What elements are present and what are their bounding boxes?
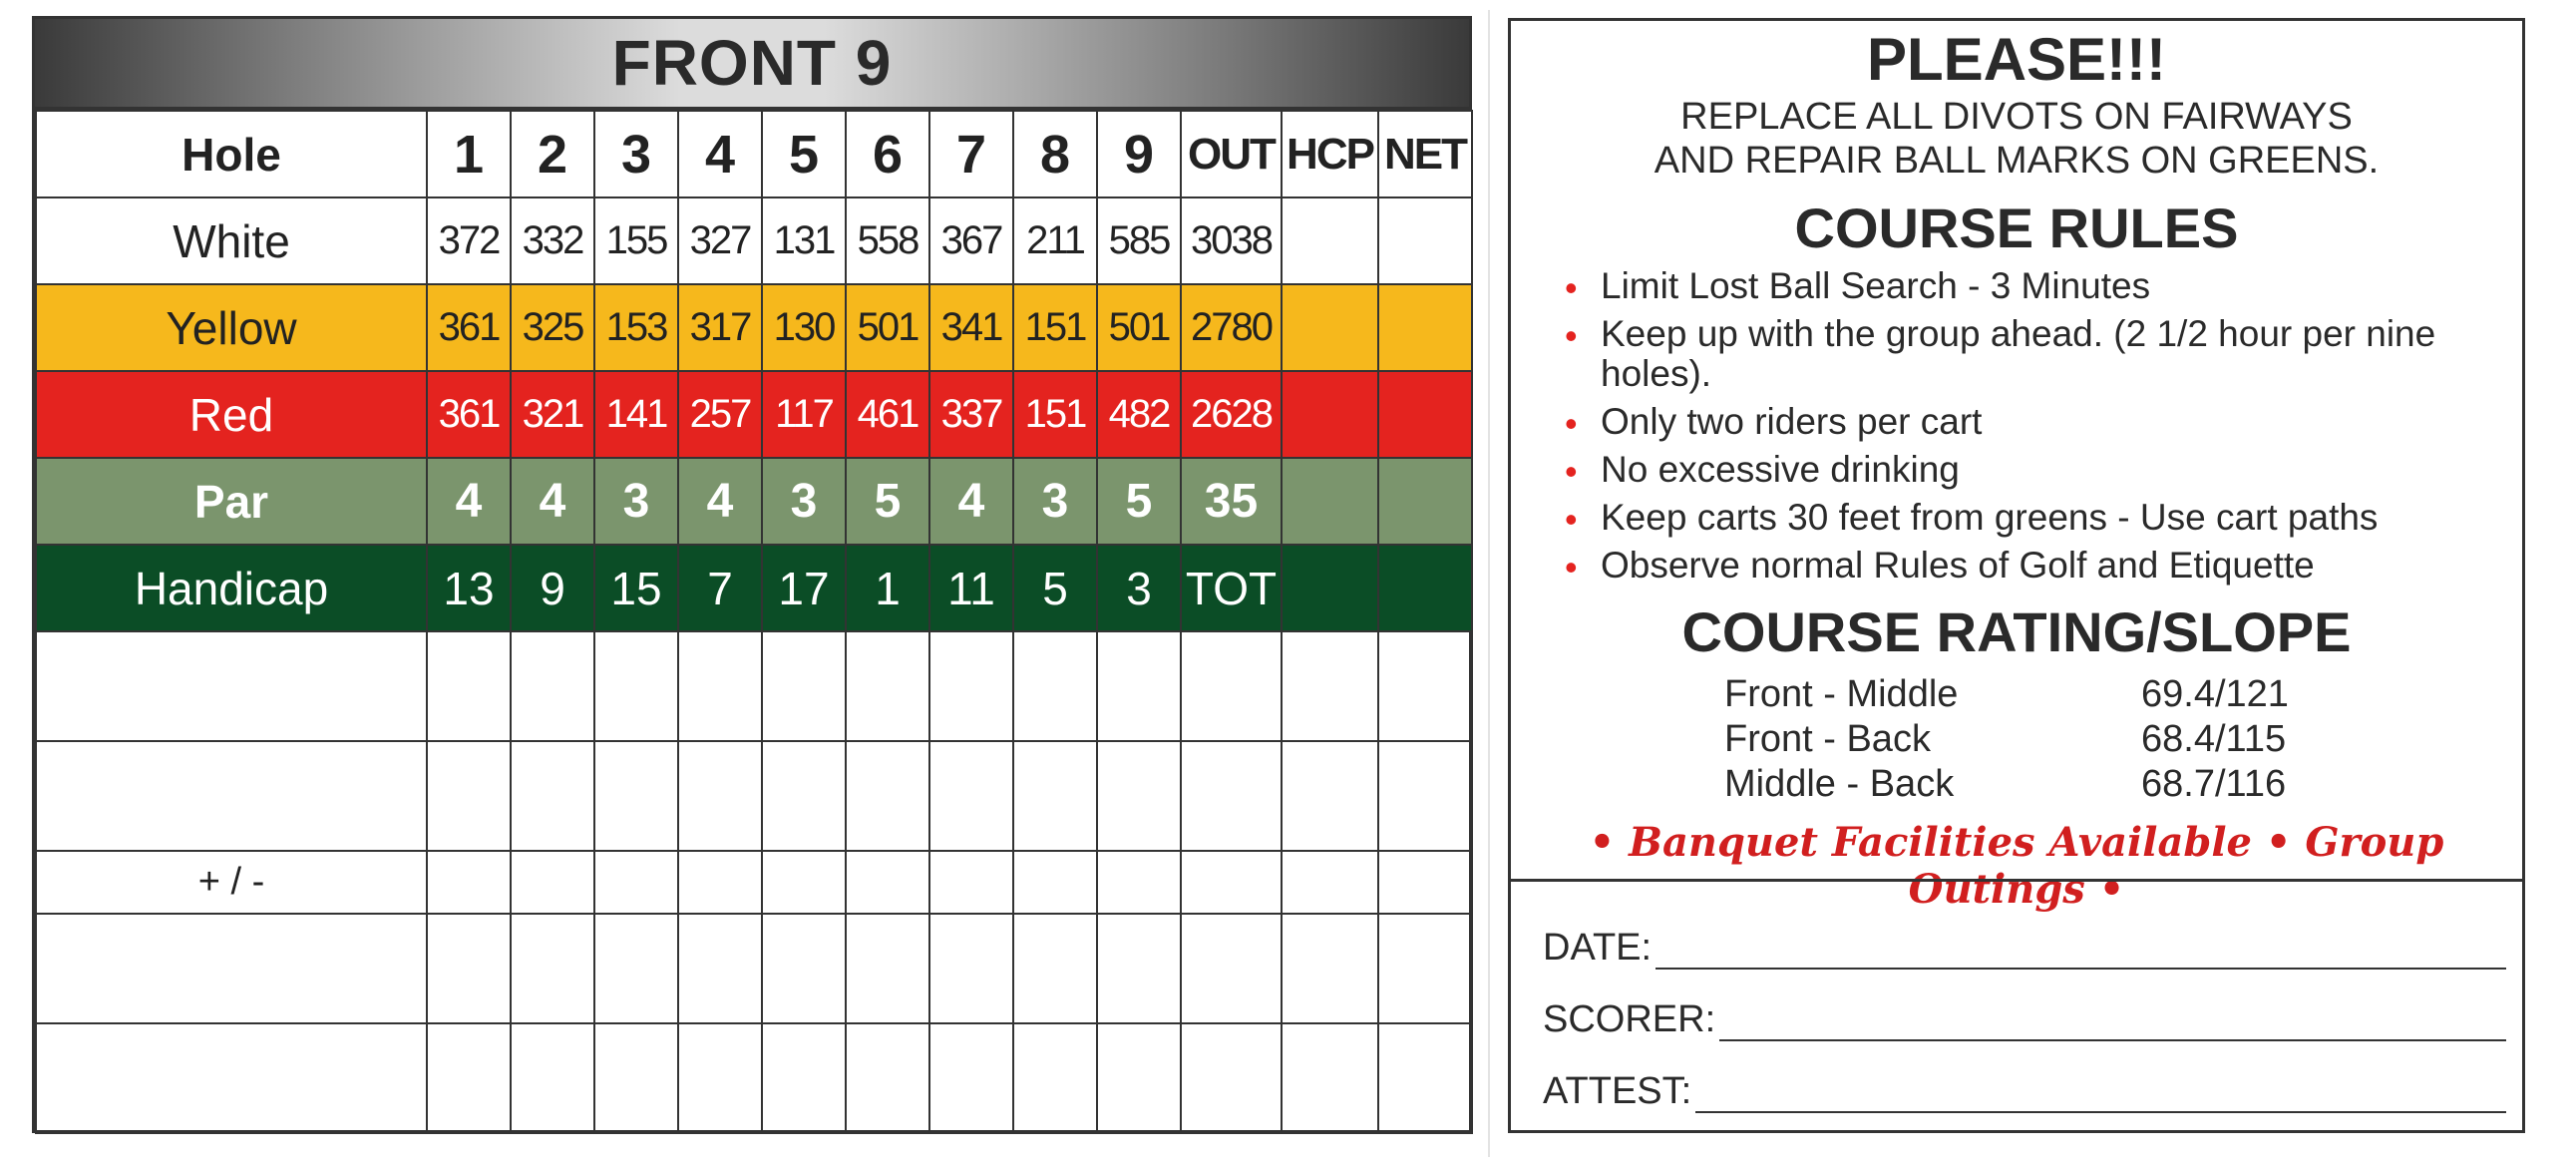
score-cell[interactable]: [594, 914, 678, 1023]
score-cell[interactable]: [511, 631, 594, 741]
par-cell: 5: [1097, 458, 1181, 545]
player-score-row: [36, 631, 1472, 741]
rule-item: [1565, 450, 2522, 490]
bullet-icon: •: [1565, 499, 1578, 540]
yardage-cell: 361: [427, 371, 511, 458]
date-line[interactable]: [1656, 936, 2506, 970]
rating-tees: Middle - Back: [1724, 763, 1955, 805]
handicap-row: [36, 545, 1472, 631]
score-cell[interactable]: [846, 851, 929, 914]
par-total-cell: 35: [1181, 458, 1282, 545]
rating-row: [1511, 762, 2522, 807]
handicap-cell: 1: [846, 545, 929, 631]
rule-item: [1565, 546, 2522, 586]
score-cell[interactable]: [427, 914, 511, 1023]
yardage-cell: 151: [1013, 284, 1097, 371]
score-cell[interactable]: [678, 851, 762, 914]
bullet-icon: •: [1565, 547, 1578, 587]
yardage-cell: 151: [1013, 371, 1097, 458]
score-cell[interactable]: [1378, 631, 1472, 741]
hole-number: 7: [929, 111, 1013, 197]
front-nine-scorecard: [32, 16, 1472, 1133]
hcp-cell: [1282, 197, 1378, 284]
score-cell[interactable]: [678, 1023, 762, 1133]
yardage-cell: 141: [594, 371, 678, 458]
par-cell: 4: [511, 458, 594, 545]
score-cell[interactable]: [594, 631, 678, 741]
score-cell[interactable]: [929, 631, 1013, 741]
score-cell[interactable]: [846, 914, 929, 1023]
yardage-cell: 332: [511, 197, 594, 284]
score-cell[interactable]: [594, 741, 678, 851]
rule-item: [1565, 266, 2522, 306]
net-cell: [1378, 545, 1472, 631]
score-cell[interactable]: [1097, 914, 1181, 1023]
handicap-cell: 17: [762, 545, 846, 631]
score-cell[interactable]: [929, 741, 1013, 851]
course-rating-table: [1511, 672, 2522, 807]
rating-row: [1511, 672, 2522, 717]
score-cell[interactable]: [1181, 1023, 1282, 1133]
divot-notice-line-1: REPLACE ALL DIVOTS ON FAIRWAYS: [1680, 96, 2353, 138]
yardage-cell: 361: [427, 284, 511, 371]
par-cell: 4: [427, 458, 511, 545]
score-cell[interactable]: [846, 1023, 929, 1133]
fold-line: [1488, 10, 1490, 1157]
par-cell: 4: [678, 458, 762, 545]
player-name-cell[interactable]: [36, 1023, 427, 1133]
out-total-cell: 2628: [1181, 371, 1282, 458]
par-cell: 3: [762, 458, 846, 545]
score-cell[interactable]: [929, 1023, 1013, 1133]
plus-minus-label: + / -: [36, 851, 427, 914]
rating-tees: Front - Middle: [1724, 673, 1959, 715]
score-cell[interactable]: [1282, 1023, 1378, 1133]
course-rating-heading: COURSE RATING/SLOPE: [1681, 600, 2352, 663]
player-score-row: [36, 741, 1472, 851]
white-tee-row: [36, 197, 1472, 284]
hole-number: 4: [678, 111, 762, 197]
net-cell: [1378, 458, 1472, 545]
rating-row: [1511, 717, 2522, 762]
attest-line[interactable]: [1695, 1079, 2506, 1113]
score-cell[interactable]: [846, 741, 929, 851]
date-field[interactable]: [1543, 927, 2506, 970]
rule-item: [1565, 498, 2522, 538]
handicap-cell: 15: [594, 545, 678, 631]
hcp-cell: [1282, 284, 1378, 371]
score-cell[interactable]: [1181, 741, 1282, 851]
hole-number: 9: [1097, 111, 1181, 197]
score-cell[interactable]: [427, 1023, 511, 1133]
attest-field[interactable]: [1543, 1070, 2506, 1113]
score-cell[interactable]: [846, 631, 929, 741]
score-cell[interactable]: [594, 851, 678, 914]
hole-number: 5: [762, 111, 846, 197]
score-cell[interactable]: [1378, 741, 1472, 851]
yardage-cell: 501: [846, 284, 929, 371]
hcp-cell: [1282, 371, 1378, 458]
score-cell[interactable]: [511, 914, 594, 1023]
score-cell[interactable]: [427, 741, 511, 851]
yardage-cell: 257: [678, 371, 762, 458]
rule-text: Observe normal Rules of Golf and Etiquette: [1601, 545, 2315, 586]
score-cell[interactable]: [762, 631, 846, 741]
scorer-label: SCORER:: [1543, 998, 1716, 1040]
hcp-header: HCP: [1282, 111, 1378, 197]
hcp-cell: [1282, 545, 1378, 631]
score-cell[interactable]: [1097, 1023, 1181, 1133]
bullet-icon: •: [1565, 403, 1578, 444]
scorer-field[interactable]: [1543, 998, 2506, 1041]
date-label: DATE:: [1543, 927, 1653, 969]
hole-number-row: [36, 111, 1472, 197]
score-cell[interactable]: [1013, 1023, 1097, 1133]
net-cell: [1378, 371, 1472, 458]
score-cell[interactable]: [678, 914, 762, 1023]
score-cell[interactable]: [762, 851, 846, 914]
score-cell[interactable]: [929, 914, 1013, 1023]
score-cell[interactable]: [427, 851, 511, 914]
par-cell: 3: [594, 458, 678, 545]
handicap-cell: 3: [1097, 545, 1181, 631]
yellow-tee-row: [36, 284, 1472, 371]
handicap-cell: 13: [427, 545, 511, 631]
rule-text: Only two riders per cart: [1601, 401, 1983, 442]
score-cell[interactable]: [1378, 851, 1472, 914]
player-name-cell[interactable]: [36, 631, 427, 741]
yardage-cell: 461: [846, 371, 929, 458]
player-score-row: [36, 914, 1472, 1023]
score-cell[interactable]: [762, 914, 846, 1023]
yardage-cell: 211: [1013, 197, 1097, 284]
net-cell: [1378, 284, 1472, 371]
score-cell[interactable]: [1181, 914, 1282, 1023]
row-label: Red: [36, 371, 427, 458]
score-cell[interactable]: [511, 741, 594, 851]
rating-value: 68.4/115: [2141, 718, 2287, 760]
yardage-cell: 117: [762, 371, 846, 458]
score-cell[interactable]: [1181, 631, 1282, 741]
bullet-icon: •: [1565, 315, 1578, 356]
score-cell[interactable]: [678, 631, 762, 741]
yardage-cell: 585: [1097, 197, 1181, 284]
rule-text: Keep up with the group ahead. (2 1/2 hour per nine holes).: [1601, 313, 2436, 394]
out-total-cell: 3038: [1181, 197, 1282, 284]
score-cell[interactable]: [594, 1023, 678, 1133]
yardage-cell: 327: [678, 197, 762, 284]
banquet-promo: • Banquet Facilities Available • Group Outings •: [1589, 819, 2444, 913]
score-cell[interactable]: [1013, 914, 1097, 1023]
hole-number: 1: [427, 111, 511, 197]
score-cell[interactable]: [1097, 631, 1181, 741]
yardage-cell: 341: [929, 284, 1013, 371]
rating-value: 69.4/121: [2141, 673, 2289, 715]
score-cell[interactable]: [762, 1023, 846, 1133]
yardage-cell: 317: [678, 284, 762, 371]
attest-label: ATTEST:: [1543, 1070, 1692, 1112]
hole-label: Hole: [36, 111, 427, 197]
yardage-cell: 482: [1097, 371, 1181, 458]
score-cell[interactable]: [1282, 631, 1378, 741]
row-label: Yellow: [36, 284, 427, 371]
score-cell[interactable]: [511, 1023, 594, 1133]
row-label: Par: [36, 458, 427, 545]
course-rules-list: [1511, 266, 2522, 586]
handicap-cell: 7: [678, 545, 762, 631]
yardage-cell: 321: [511, 371, 594, 458]
hole-number: 6: [846, 111, 929, 197]
rating-tees: Front - Back: [1724, 718, 1931, 760]
yardage-cell: 372: [427, 197, 511, 284]
score-cell[interactable]: [1181, 851, 1282, 914]
rule-text: No excessive drinking: [1601, 449, 1960, 490]
row-label: Handicap: [36, 545, 427, 631]
tot-cell: TOT: [1181, 545, 1282, 631]
rule-item: [1565, 314, 2522, 394]
player-name-cell[interactable]: [36, 914, 427, 1023]
yardage-cell: 131: [762, 197, 846, 284]
score-cell[interactable]: [929, 851, 1013, 914]
scorer-line[interactable]: [1719, 1007, 2506, 1041]
rule-text: Keep carts 30 feet from greens - Use cart paths: [1601, 497, 2379, 538]
scorecard-title: FRONT 9: [611, 27, 893, 99]
score-cell[interactable]: [511, 851, 594, 914]
par-cell: 3: [1013, 458, 1097, 545]
score-cell[interactable]: [1378, 1023, 1472, 1133]
handicap-cell: 5: [1013, 545, 1097, 631]
score-cell[interactable]: [1378, 914, 1472, 1023]
row-label: White: [36, 197, 427, 284]
score-cell[interactable]: [1097, 741, 1181, 851]
score-cell[interactable]: [1282, 741, 1378, 851]
score-cell[interactable]: [678, 741, 762, 851]
handicap-cell: 11: [929, 545, 1013, 631]
divot-notice-line-2: AND REPAIR BALL MARKS ON GREENS.: [1654, 140, 2380, 182]
player-name-cell[interactable]: [36, 741, 427, 851]
yardage-cell: 130: [762, 284, 846, 371]
plus-minus-row: [36, 851, 1472, 914]
please-heading: PLEASE!!!: [1867, 26, 2166, 93]
bullet-icon: •: [1565, 451, 1578, 492]
par-cell: 4: [929, 458, 1013, 545]
yardage-cell: 153: [594, 284, 678, 371]
net-cell: [1378, 197, 1472, 284]
hole-number: 8: [1013, 111, 1097, 197]
score-cell[interactable]: [1013, 741, 1097, 851]
score-cell[interactable]: [1013, 631, 1097, 741]
rule-text: Limit Lost Ball Search - 3 Minutes: [1601, 265, 2151, 306]
score-cell[interactable]: [1282, 851, 1378, 914]
handicap-cell: 9: [511, 545, 594, 631]
out-header: OUT: [1181, 111, 1282, 197]
hcp-cell: [1282, 458, 1378, 545]
score-cell[interactable]: [1097, 851, 1181, 914]
course-info-panel: [1508, 18, 2525, 1133]
yardage-cell: 325: [511, 284, 594, 371]
hole-number: 2: [511, 111, 594, 197]
yardage-cell: 155: [594, 197, 678, 284]
out-total-cell: 2780: [1181, 284, 1282, 371]
bullet-icon: •: [1565, 267, 1578, 308]
scorecard-banner: [35, 19, 1469, 110]
rating-value: 68.7/116: [2141, 763, 2287, 805]
signature-divider: [1511, 879, 2522, 882]
score-cell[interactable]: [1013, 851, 1097, 914]
yardage-cell: 558: [846, 197, 929, 284]
yardage-cell: 367: [929, 197, 1013, 284]
yardage-cell: 337: [929, 371, 1013, 458]
yardage-cell: 501: [1097, 284, 1181, 371]
par-cell: 5: [846, 458, 929, 545]
par-row: [36, 458, 1472, 545]
course-rules-heading: COURSE RULES: [1794, 196, 2239, 259]
score-cell[interactable]: [762, 741, 846, 851]
red-tee-row: [36, 371, 1472, 458]
rule-item: [1565, 402, 2522, 442]
score-cell[interactable]: [427, 631, 511, 741]
net-header: NET: [1378, 111, 1472, 197]
player-score-row: [36, 1023, 1472, 1133]
hole-number: 3: [594, 111, 678, 197]
score-cell[interactable]: [1282, 914, 1378, 1023]
score-table: [35, 110, 1473, 1134]
